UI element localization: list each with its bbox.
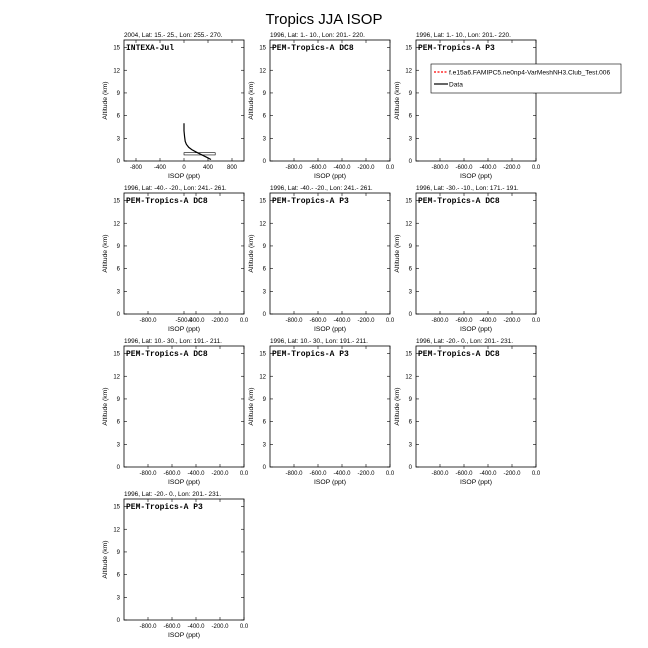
y-tick-label: 15 [259, 351, 266, 358]
y-tick-label: 9 [262, 90, 266, 97]
x-axis-label: ISOP (ppt) [460, 326, 492, 333]
y-tick-label: 12 [405, 374, 412, 381]
y-tick-label: 6 [116, 266, 120, 273]
x-tick-label: -200.0 [357, 471, 375, 477]
x-tick-label: -200.0 [357, 318, 375, 324]
y-tick-label: 6 [116, 113, 120, 120]
y-tick-label: 12 [405, 68, 412, 75]
y-tick-label: 3 [116, 595, 120, 602]
y-tick-label: 15 [259, 45, 266, 52]
y-tick-label: 12 [259, 68, 266, 75]
y-tick-label: 3 [262, 289, 266, 296]
y-tick-label: 9 [408, 90, 412, 97]
y-axis-label: Altitude (km) [102, 540, 109, 579]
x-tick-label: -800.0 [431, 471, 449, 477]
x-tick-label: -400.0 [479, 165, 497, 171]
y-tick-label: 9 [262, 243, 266, 250]
y-tick-label: 3 [262, 442, 266, 449]
y-axis-label: Altitude (km) [248, 387, 255, 426]
x-tick-label: -200.0 [211, 624, 229, 630]
y-tick-label: 3 [408, 442, 412, 449]
y-tick-label: 0 [116, 312, 120, 318]
x-tick-label: -400.0 [333, 318, 351, 324]
x-tick-label: -600.0 [309, 471, 327, 477]
x-axis-label: ISOP (ppt) [168, 326, 200, 333]
y-axis-label: Altitude (km) [102, 387, 109, 426]
y-tick-label: 12 [113, 221, 120, 228]
legend-label-1: f.e15a6.FAMIPC5.ne0np4-VarMeshNH3.Club_Test.006 [449, 69, 611, 77]
x-tick-label: -400.0 [333, 471, 351, 477]
campaign-label: PEM-Tropics-A P3 [418, 44, 495, 53]
y-tick-label: 15 [113, 45, 120, 52]
campaign-label: PEM-Tropics-A P3 [126, 503, 203, 512]
x-tick-label: -800.0 [139, 624, 157, 630]
y-axis-label: Altitude (km) [394, 81, 401, 120]
y-tick-label: 6 [408, 419, 412, 426]
y-axis-label: Altitude (km) [248, 81, 255, 120]
x-tick-label: 0.0 [385, 165, 395, 171]
y-tick-label: 12 [405, 221, 412, 228]
x-tick-label: -200.0 [211, 471, 229, 477]
x-tick-label: 0.0 [531, 165, 541, 171]
y-tick-label: 3 [408, 289, 412, 296]
y-tick-label: 0 [262, 312, 266, 318]
y-tick-label: 6 [262, 113, 266, 120]
y-tick-label: 0 [408, 312, 412, 318]
panel-header: 2004, Lat: 15.- 25., Lon: 255.- 270. [124, 32, 223, 39]
y-tick-label: 3 [116, 289, 120, 296]
campaign-label: PEM-Tropics-A DC8 [126, 197, 208, 206]
panel-header: 1996, Lat: 1.- 10., Lon: 201.- 220. [270, 32, 365, 39]
y-tick-label: 0 [262, 465, 266, 471]
x-tick-label: -200.0 [503, 471, 521, 477]
x-axis-label: ISOP (ppt) [168, 632, 200, 639]
y-tick-label: 6 [116, 419, 120, 426]
x-axis-label: ISOP (ppt) [314, 173, 346, 180]
y-axis-label: Altitude (km) [394, 387, 401, 426]
x-tick-label: -400.0 [187, 471, 205, 477]
x-tick-label: 0.0 [239, 318, 249, 324]
x-tick-label: -800.0 [139, 318, 157, 324]
x-tick-label: -200.0 [503, 165, 521, 171]
y-tick-label: 6 [262, 419, 266, 426]
x-tick-label: -400 [153, 165, 167, 171]
legend [431, 64, 621, 93]
x-tick-label: -200.0 [503, 318, 521, 324]
y-tick-label: 9 [408, 396, 412, 403]
x-tick-label: -600.0 [455, 318, 473, 324]
y-tick-label: 15 [113, 351, 120, 358]
panel-header: 1996, Lat: -40.- -20., Lon: 241.- 261. [124, 185, 227, 192]
y-axis-label: Altitude (km) [102, 234, 109, 273]
x-tick-label: -600.0 [163, 471, 181, 477]
x-tick-label: -800 [129, 165, 143, 171]
y-tick-label: 0 [408, 159, 412, 165]
panel-header: 1996, Lat: -20.- 0., Lon: 201.- 231. [416, 338, 513, 345]
y-tick-label: 9 [116, 243, 120, 250]
y-tick-label: 12 [113, 68, 120, 75]
campaign-label: PEM-Tropics-A DC8 [272, 44, 354, 53]
y-tick-label: 3 [262, 136, 266, 143]
campaign-label: PEM-Tropics-A P3 [272, 350, 349, 359]
x-tick-label: -800.0 [139, 471, 157, 477]
x-tick-label: -200.0 [211, 318, 229, 324]
y-tick-label: 15 [259, 198, 266, 205]
y-tick-label: 0 [116, 618, 120, 624]
y-tick-label: 12 [113, 374, 120, 381]
y-tick-label: 15 [405, 198, 412, 205]
x-axis-label: ISOP (ppt) [460, 479, 492, 486]
x-tick-label: 0.0 [239, 471, 249, 477]
x-axis-label: ISOP (ppt) [168, 479, 200, 486]
y-tick-label: 9 [262, 396, 266, 403]
x-axis-label: ISOP (ppt) [168, 173, 200, 180]
x-axis-label: ISOP (ppt) [314, 326, 346, 333]
y-tick-label: 6 [408, 113, 412, 120]
y-tick-label: 15 [405, 351, 412, 358]
x-tick-label: -600.0 [309, 165, 327, 171]
x-tick-label: -400.0 [333, 165, 351, 171]
y-tick-label: 0 [116, 465, 120, 471]
x-tick-label: -600.0 [455, 165, 473, 171]
x-tick-label: -800.0 [285, 165, 303, 171]
panel-header: 1996, Lat: -20.- 0., Lon: 201.- 231. [124, 491, 221, 498]
x-tick-label: -400.0 [479, 318, 497, 324]
campaign-label: PEM-Tropics-A DC8 [126, 350, 208, 359]
x-tick-label: -400.0 [479, 471, 497, 477]
x-tick-label: -800.0 [431, 318, 449, 324]
x-tick-label: 0.0 [385, 471, 395, 477]
y-tick-label: 12 [259, 374, 266, 381]
campaign-label: PEM-Tropics-A P3 [272, 197, 349, 206]
x-tick-label: -600.0 [455, 471, 473, 477]
panel-header: 1996, Lat: 10.- 30., Lon: 191.- 211. [124, 338, 222, 345]
x-tick-label: 800 [226, 165, 238, 171]
y-axis-label: Altitude (km) [248, 234, 255, 273]
x-tick-label: -800.0 [285, 471, 303, 477]
campaign-label: INTEXA-Jul [126, 44, 175, 53]
x-tick-label: -600.0 [309, 318, 327, 324]
y-tick-label: 6 [116, 572, 120, 579]
figure-title: Tropics JJA ISOP [265, 11, 383, 28]
x-tick-label: 0.0 [239, 624, 249, 630]
x-tick-label: -200.0 [357, 165, 375, 171]
y-tick-label: 9 [116, 90, 120, 97]
x-tick-label: 400 [202, 165, 214, 171]
y-tick-label: 9 [116, 396, 120, 403]
x-axis-label: ISOP (ppt) [314, 479, 346, 486]
y-tick-label: 3 [116, 136, 120, 143]
x-tick-label: -800.0 [285, 318, 303, 324]
x-tick-label: -400.0 [187, 624, 205, 630]
y-tick-label: 9 [116, 549, 120, 556]
y-tick-label: 6 [262, 266, 266, 273]
y-tick-label: 15 [113, 504, 120, 511]
y-tick-label: 6 [408, 266, 412, 273]
y-tick-label: 0 [116, 159, 120, 165]
y-axis-label: Altitude (km) [102, 81, 109, 120]
x-tick-label: -800.0 [431, 165, 449, 171]
panel-header: 1996, Lat: -30.- -10., Lon: 171.- 191. [416, 185, 519, 192]
x-tick-label: -400.0 [187, 318, 205, 324]
y-tick-label: 12 [113, 527, 120, 534]
panel-header: 1996, Lat: 10.- 30., Lon: 191.- 211. [270, 338, 368, 345]
y-tick-label: 3 [408, 136, 412, 143]
x-tick-label: -600.0 [163, 624, 181, 630]
x-tick-label: 0 [182, 165, 186, 171]
y-tick-label: 15 [113, 198, 120, 205]
y-tick-label: 15 [405, 45, 412, 52]
x-tick-label: -500.0 [175, 318, 193, 324]
x-tick-label: 0.0 [531, 318, 541, 324]
y-tick-label: 0 [408, 465, 412, 471]
y-axis-label: Altitude (km) [394, 234, 401, 273]
x-tick-label: 0.0 [531, 471, 541, 477]
campaign-label: PEM-Tropics-A DC8 [418, 197, 500, 206]
panel-header: 1996, Lat: -40.- -20., Lon: 241.- 261. [270, 185, 373, 192]
y-tick-label: 9 [408, 243, 412, 250]
y-tick-label: 0 [262, 159, 266, 165]
y-tick-label: 12 [259, 221, 266, 228]
campaign-label: PEM-Tropics-A DC8 [418, 350, 500, 359]
panel-header: 1996, Lat: 1.- 10., Lon: 201.- 220. [416, 32, 511, 39]
legend-label-2: Data [449, 81, 463, 89]
x-tick-label: 0.0 [385, 318, 395, 324]
x-axis-label: ISOP (ppt) [460, 173, 492, 180]
y-tick-label: 3 [116, 442, 120, 449]
